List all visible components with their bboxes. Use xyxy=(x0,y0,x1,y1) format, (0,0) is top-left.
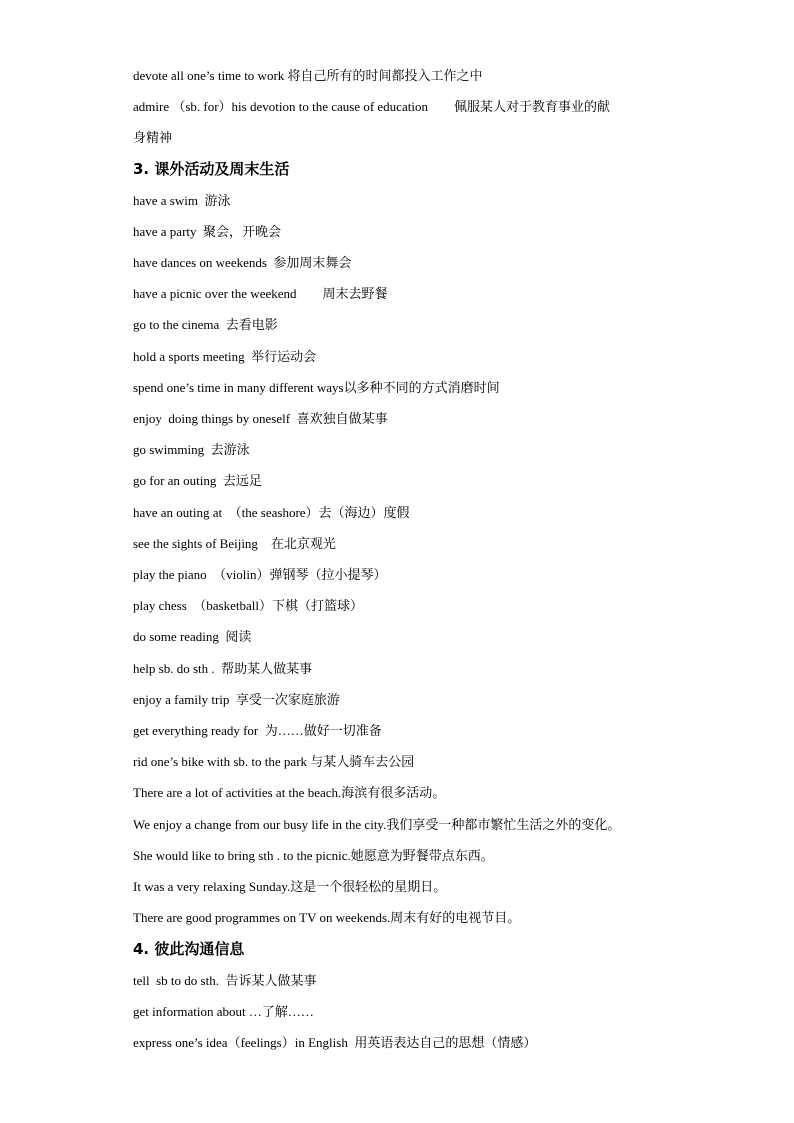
section-heading: 4. 彼此沟通信息 xyxy=(133,940,245,958)
phrase-line: go to the cinema 去看电影 xyxy=(133,317,278,332)
phrase-line: have a party 聚会，开晚会 xyxy=(133,224,282,239)
phrase-line: see the sights of Beijing 在北京观光 xyxy=(133,536,336,551)
phrase-line: rid one’s bike with sb. to the park 与某人骑车去公园 xyxy=(133,754,415,769)
phrase-line: help sb. do sth . 帮助某人做某事 xyxy=(133,661,313,676)
phrase-line: enjoy doing things by oneself 喜欢独自做某事 xyxy=(133,411,388,426)
section-heading: 3. 课外活动及周末生活 xyxy=(133,160,290,178)
sentence-line: There are good programmes on TV on weekends.周末有好的电视节目。 xyxy=(133,910,521,925)
phrase-line: play chess （basketball）下棋（打篮球） xyxy=(133,598,363,613)
phrase-line: have a swim 游泳 xyxy=(133,193,231,208)
sentence-line: We enjoy a change from our busy life in the city.我们享受一种都市繁忙生活之外的变化。 xyxy=(133,817,621,832)
phrase-line: express one’s idea（feelings）in English 用英语表达自己的思想（情感） xyxy=(133,1035,537,1050)
phrase-line: do some reading 阅读 xyxy=(133,629,252,644)
phrase-line: go swimming 去游泳 xyxy=(133,442,250,457)
phrase-line: enjoy a family trip 享受一次家庭旅游 xyxy=(133,692,340,707)
sentence-line: There are a lot of activities at the beach.海滨有很多活动。 xyxy=(133,785,446,800)
sentence-line: It was a very relaxing Sunday.这是一个很轻松的星期日。 xyxy=(133,879,447,894)
phrase-line: get information about …了解…… xyxy=(133,1004,314,1019)
phrase-line: get everything ready for 为……做好一切准备 xyxy=(133,723,382,738)
phrase-line: play the piano （violin）弹钢琴（拉小提琴） xyxy=(133,567,387,582)
phrase-line: 身精神 xyxy=(133,130,173,145)
phrase-line: admire （sb. for）his devotion to the cause of education 佩服某人对于教育事业的献 xyxy=(133,99,610,114)
phrase-line: hold a sports meeting 举行运动会 xyxy=(133,349,317,364)
phrase-line: devote all one’s time to work 将自己所有的时间都投入工作之中 xyxy=(133,68,483,83)
phrase-line: have a picnic over the weekend 周末去野餐 xyxy=(133,286,388,301)
phrase-line: spend one’s time in many different ways以多种不同的方式消磨时间 xyxy=(133,380,500,395)
phrase-line: go for an outing 去远足 xyxy=(133,473,262,488)
phrase-line: have dances on weekends 参加周末舞会 xyxy=(133,255,352,270)
phrase-line: tell sb to do sth. 告诉某人做某事 xyxy=(133,973,317,988)
phrase-line: have an outing at （the seashore）去（海边）度假 xyxy=(133,505,410,520)
sentence-line: She would like to bring sth . to the picnic.她愿意为野餐带点东西。 xyxy=(133,848,494,863)
